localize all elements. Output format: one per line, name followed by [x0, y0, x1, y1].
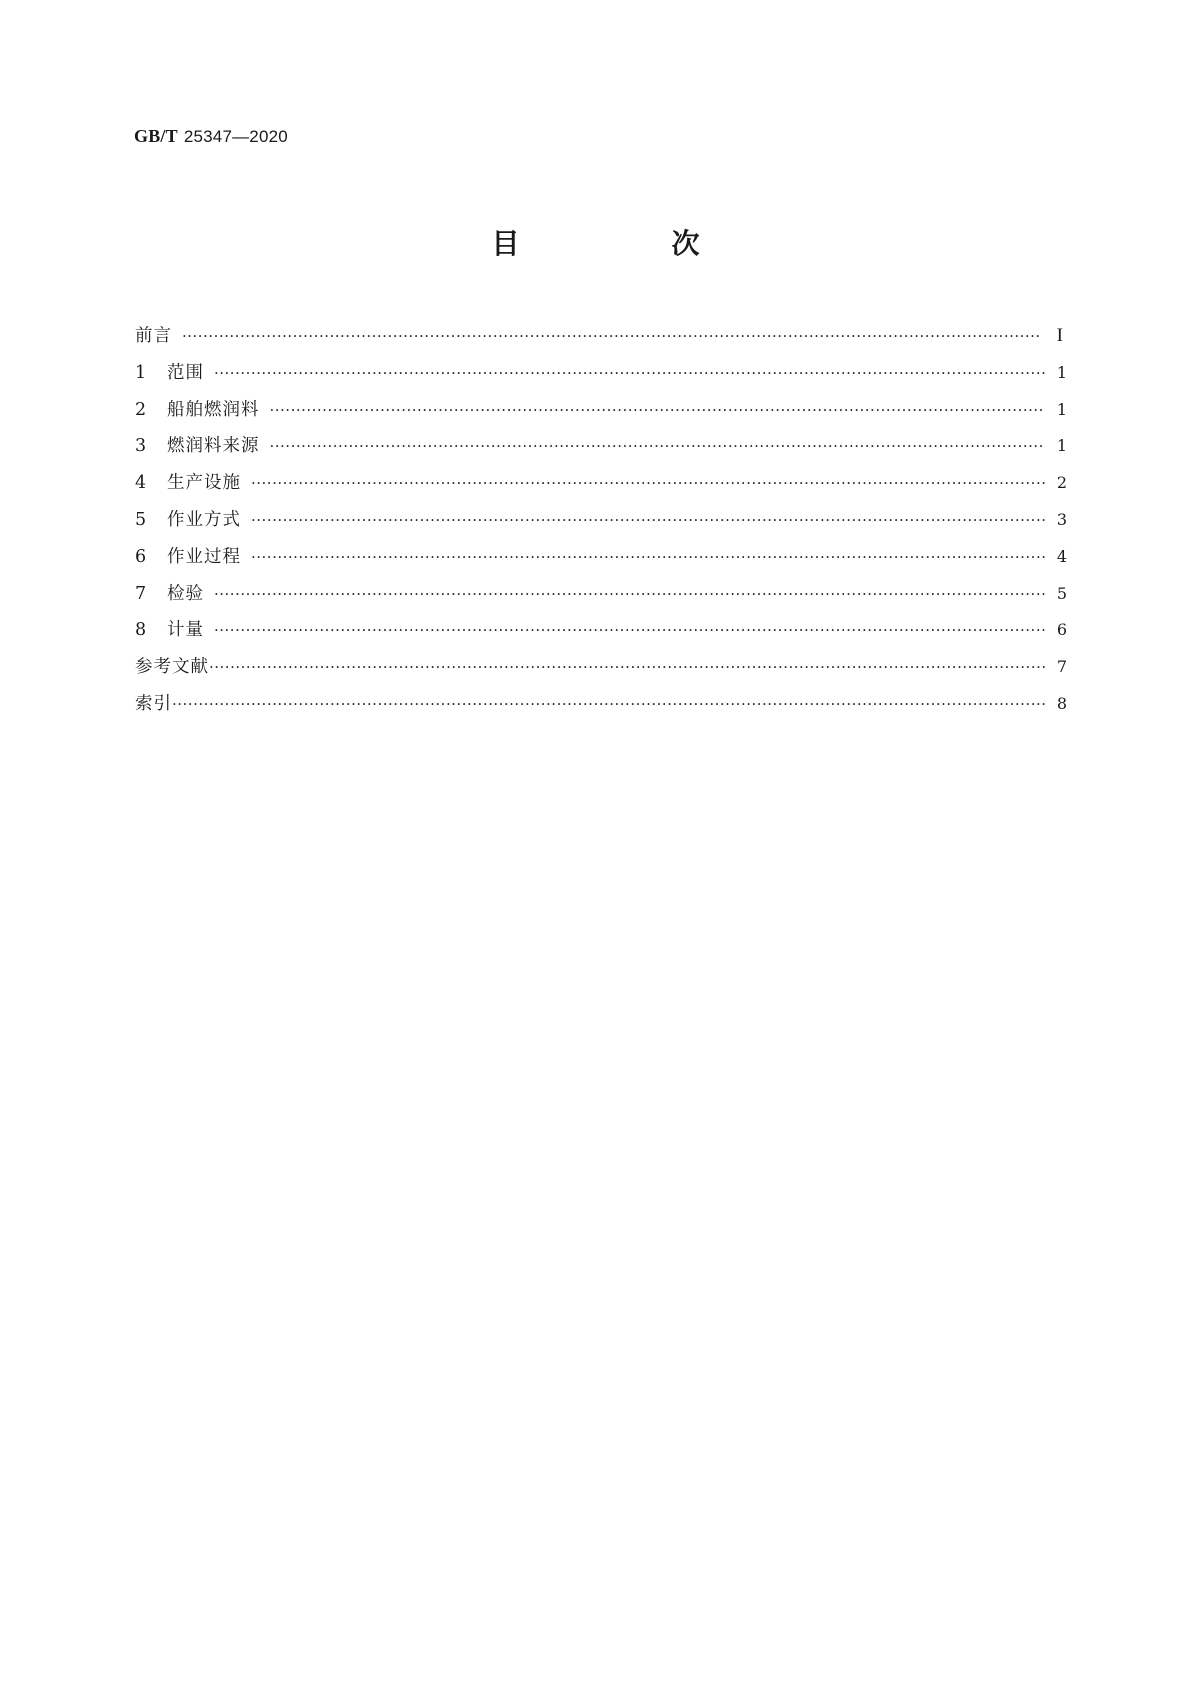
toc-leader-dots [270, 434, 1046, 458]
toc-entry-bibliography[interactable] [135, 655, 1067, 692]
standard-number: 25347—2020 [183, 127, 288, 146]
toc-entry-page: 6 [1056, 620, 1067, 640]
toc-entry-number: 3 [135, 436, 147, 457]
toc-entry-page: 1 [1056, 436, 1067, 456]
toc-leader-dots [251, 508, 1045, 532]
toc-entry-foreword[interactable] [135, 324, 1067, 361]
toc-entry-label: 作业过程 [167, 546, 241, 567]
toc-leader-dots [172, 692, 1045, 716]
toc-entry-number: 6 [135, 546, 147, 567]
toc-entry-2[interactable] [135, 398, 1067, 435]
toc-leader-dots [251, 545, 1045, 569]
toc-entry-label: 燃润料来源 [167, 436, 260, 457]
table-of-contents [135, 324, 1067, 729]
toc-entry-7[interactable] [135, 582, 1067, 619]
toc-leader-dots [214, 582, 1045, 606]
toc-leader-dots [209, 655, 1045, 679]
toc-entry-number: 7 [135, 583, 147, 604]
toc-entry-label: 参考文献 [135, 657, 209, 678]
toc-entry-label: 作业方式 [167, 509, 241, 530]
toc-entry-label: 范围 [167, 362, 204, 383]
toc-leader-dots [251, 471, 1045, 495]
toc-entry-page: 8 [1056, 693, 1067, 713]
toc-entry-5[interactable] [135, 508, 1067, 545]
toc-entry-label: 前言 [135, 326, 172, 346]
toc-entry-8[interactable] [135, 618, 1067, 655]
toc-entry-page: 1 [1056, 399, 1067, 419]
toc-entry-page: 7 [1056, 657, 1067, 677]
toc-entry-number: 2 [135, 399, 147, 420]
toc-entry-4[interactable] [135, 471, 1067, 508]
toc-entry-label: 生产设施 [167, 473, 241, 494]
toc-leader-dots [214, 361, 1045, 385]
toc-entry-number: 4 [135, 473, 147, 494]
toc-entry-number: 5 [135, 509, 147, 530]
toc-leader-dots [270, 398, 1046, 422]
toc-entry-page: 4 [1056, 546, 1067, 566]
toc-entry-page: I [1056, 325, 1063, 346]
toc-entry-label: 索引 [135, 693, 172, 714]
toc-entry-label: 检验 [167, 583, 204, 604]
toc-entry-number: 8 [135, 620, 147, 641]
toc-entry-label: 船舶燃润料 [167, 399, 260, 420]
toc-entry-index[interactable] [135, 692, 1067, 729]
toc-entry-page: 2 [1056, 473, 1067, 493]
toc-entry-page: 1 [1056, 362, 1067, 382]
toc-entry-number: 1 [135, 362, 147, 383]
standard-code: GB/T [134, 126, 178, 146]
toc-entry-page: 3 [1056, 509, 1067, 529]
toc-entry-6[interactable] [135, 545, 1067, 582]
toc-entry-label: 计量 [167, 620, 204, 641]
toc-leader-dots [214, 618, 1045, 642]
toc-leader-dots [182, 324, 1041, 348]
toc-entry-3[interactable] [135, 434, 1067, 471]
standard-header [134, 126, 288, 147]
toc-entry-page: 5 [1056, 583, 1067, 603]
toc-title: 目 次 [491, 227, 762, 260]
toc-entry-1[interactable] [135, 361, 1067, 398]
